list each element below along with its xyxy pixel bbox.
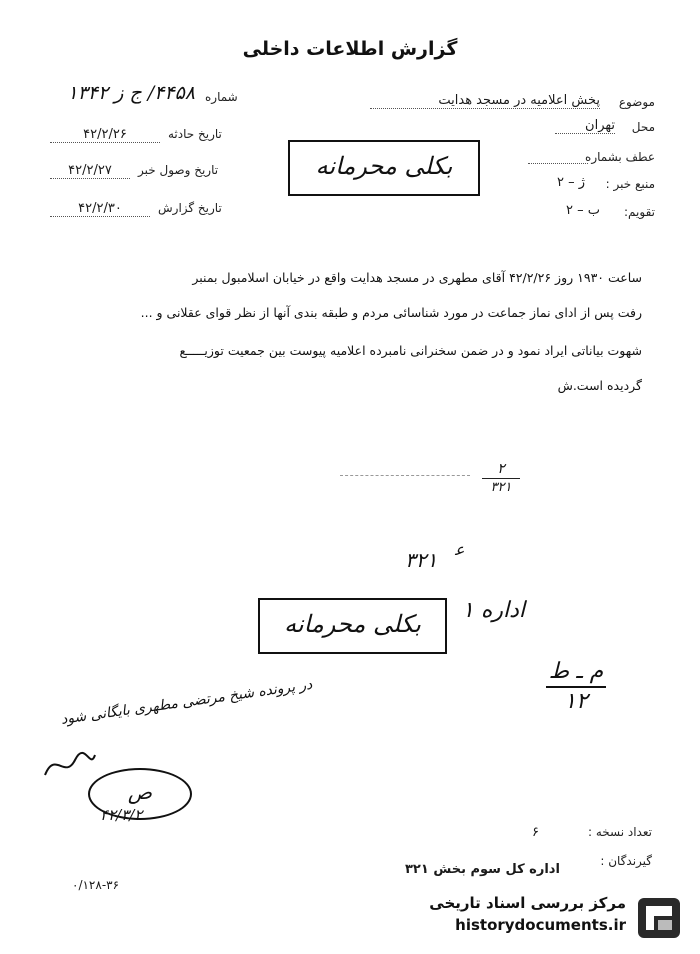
fraction2-annotation [546, 660, 606, 714]
copies-value: ۶ [532, 825, 539, 840]
number-label: شماره [205, 90, 238, 104]
subject-label: موضوع [618, 95, 655, 109]
place-label: محل [631, 120, 655, 134]
receipt-date-value: ۴۲/۲/۲۷ [50, 163, 130, 179]
confidential-stamp-top [288, 140, 480, 196]
body-line-4: گردیده است.ش [557, 378, 642, 393]
rating-label: تقویم: [624, 205, 655, 219]
stamp-top-text: بکلی محرمانه [315, 152, 453, 180]
reference-label: عطف بشماره [585, 150, 655, 164]
subject-value: پخش اعلامیه در مسجد هدایت [370, 93, 600, 109]
report-date-value: ۴۲/۲/۳۰ [50, 201, 150, 217]
incident-date-value: ۴۲/۲/۲۶ [50, 127, 160, 143]
source-label: منبع خبر : [605, 177, 655, 191]
place-value: تهران [555, 118, 615, 134]
reference-blank [528, 162, 588, 164]
handwritten-code: ۳۲۱ [405, 548, 438, 572]
copies-label: تعداد نسخه : [587, 825, 652, 839]
handwritten-mark: ﻋ [455, 540, 465, 559]
stamp-bottom-text: بکلی محرمانه [284, 610, 421, 638]
watermark [400, 892, 690, 944]
incident-date-label: تاریخ حادثه [168, 127, 222, 141]
receipt-date-label: تاریخ وصول خبر [138, 163, 219, 177]
fraction2-bottom: ۱۲ [564, 689, 588, 714]
reference-date: ۴۲/۳/۲ [100, 806, 143, 824]
fraction-bar [482, 478, 520, 479]
fraction2-top: م ـ ط [548, 659, 604, 684]
body-line-3: شهوت بیاناتی ایراد نمود و در ضمن سخنرانی نامبرده اعلامیه پیوست بین جمعیت توزیـــــع [179, 343, 642, 358]
watermark-name: مرکز بررسی اسناد تاریخی [429, 894, 626, 912]
faint-stamp-line [340, 475, 470, 476]
document-code: ۰/۱۲۸-۳۶ [72, 878, 120, 892]
body-line-2: رفت پس از ادای نماز جماعت در مورد شناسائی مردم و طبقه بندی آنها از نظر قوای عقلانی و ... [140, 305, 642, 320]
rating-value: ب – ۲ [566, 203, 600, 218]
recipients-value: اداره کل سوم بخش ۳۲۱ [405, 862, 560, 877]
fraction-top: ۲ [497, 461, 505, 477]
report-date-label: تاریخ گزارش [158, 201, 222, 215]
watermark-url: historydocuments.ir [455, 916, 626, 934]
source-value: ژ – ۲ [556, 175, 585, 190]
signature-icon [40, 745, 100, 785]
initials-text: ص [127, 780, 153, 804]
confidential-stamp-bottom [258, 598, 447, 654]
number-value: ۴۴۵۸/ ج ز ۱۳۴۲ [67, 82, 195, 104]
filing-note: در پرونده شیخ مرتضی مطهری بایگانی شود [60, 676, 314, 728]
body-line-1: ساعت ۱۹۳۰ روز ۴۲/۲/۲۶ آقای مطهری در مسجد هدایت واقع در خیابان اسلامبول بمنبر [192, 270, 642, 285]
archive-logo-icon [632, 894, 686, 942]
fraction2-bar [546, 686, 606, 688]
fraction-annotation [478, 462, 524, 494]
recipients-label: گیرندگان : [600, 854, 652, 868]
document-title: گزارش اطلاعات داخلی [242, 38, 458, 60]
fraction-bottom: ۳۲۱ [490, 480, 512, 495]
office-note: اداره ۱ [462, 598, 525, 623]
